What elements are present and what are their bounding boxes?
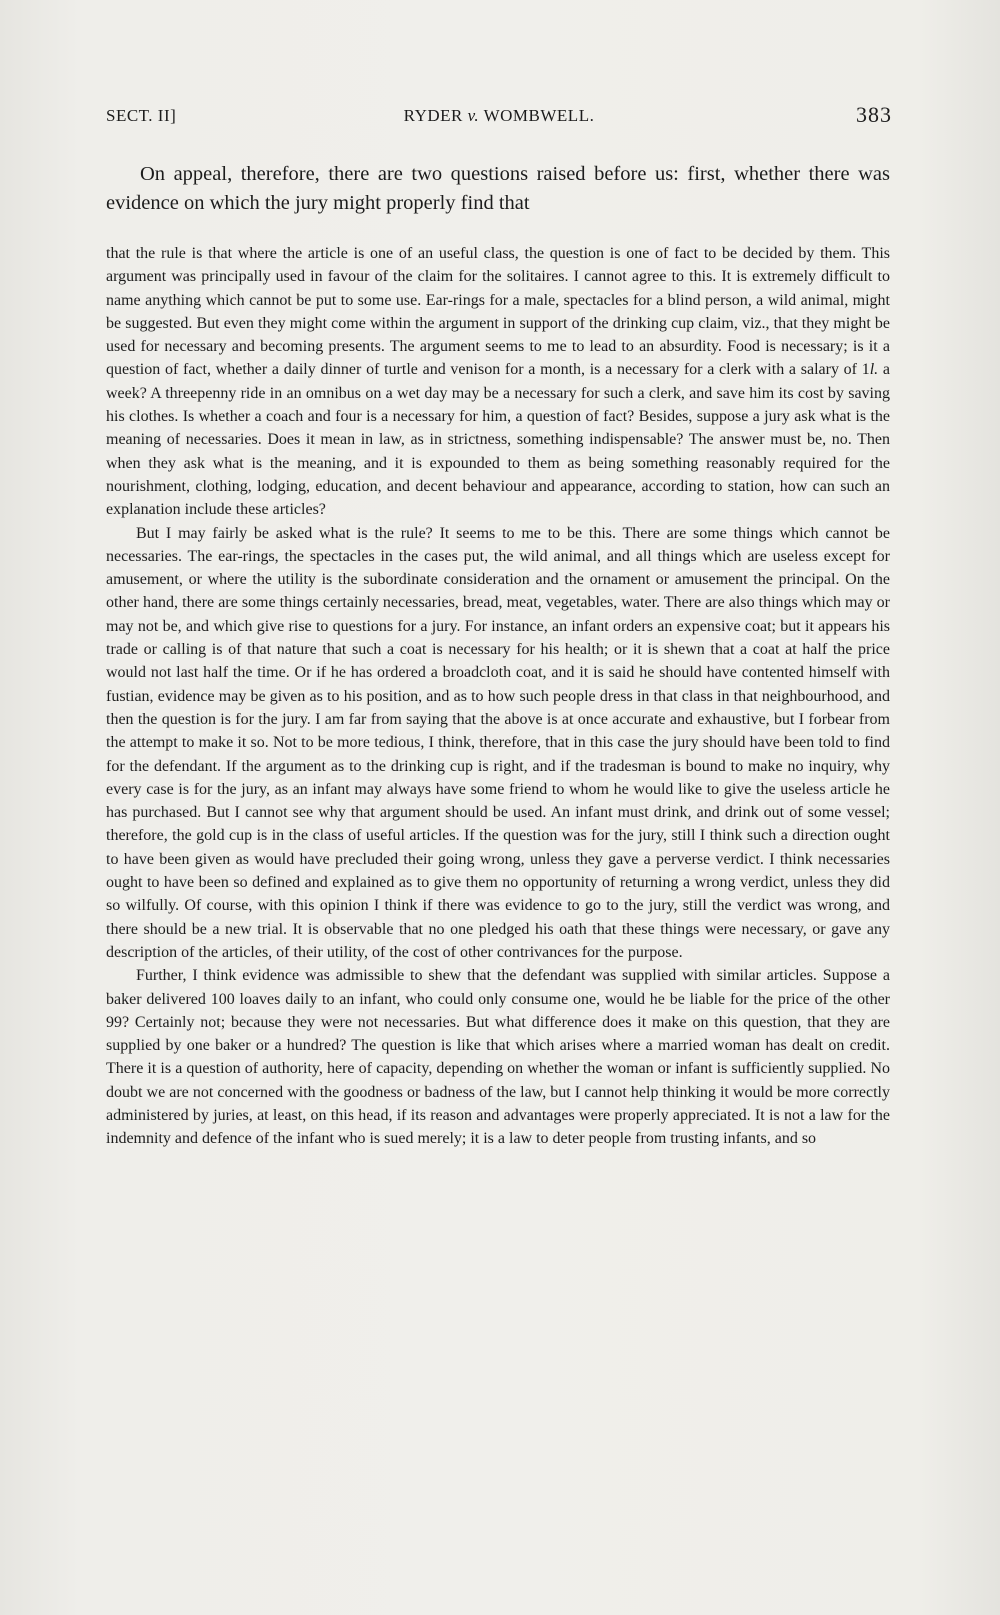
running-header xyxy=(106,102,892,132)
note-paragraph-3: Further, I think evidence was admissible to shew that the defendant was supplied with similar articles. Suppose a baker delivered 100 loaves daily to an infant, who could only consume one, would he be liable for the price of the other 99? Certainly not; because they were not necessaries. But what difference does it make on this question, that they are supplied by one baker or a hundred? The question is like that which arises where a married woman has dealt on credit. There it is a question of authority, here of capacity, depending on whether the woman or infant is sufficiently supplied. No doubt we are not concerned with the goodness or badness of the law, but I cannot help thinking it would be more correctly administered by juries, at least, on this head, if its reason and advantages were properly appreciated. It is not a law for the indemnity and defence of the infant who is sued merely; it is a law to deter people from trusting infants, and so xyxy=(106,967,890,1148)
case-name-plaintiff: RYDER xyxy=(403,106,468,125)
note-paragraph-2: But I may fairly be asked what is the rule? It seems to me to be this. There are some things which cannot be necessaries. The ear-rings, the spectacles in the cases put, the wild animal, and all things which are useless except for amusement, or where the utility is the subordinate consideration and the ornament or amusement the principal. On the other hand, there are some things certainly necessaries, bread, meat, vegetables, water. There are also things which may or may not be, and which give rise to questions for a jury. For instance, an infant orders an expensive coat; but it appears his trade or calling is of that nature that such a coat is necessary for his health; or it is shewn that a coat at half the price would not last half the time. Or if he has ordered a broadcloth coat, and it is said he should have contented himself with fustian, evidence may be given as to his position, and as to how such people dress in that class in that neighbourhood, and then the question is for the jury. I am far from saying that the above is at once accurate and exhaustive, but I forbear from the attempt to make it so. Not to be more tedious, I think, therefore, that in this case the jury should have been told to find for the defendant. If the argument as to the drinking cup is right, and if the tradesman is bound to make no inquiry, why every case is for the jury, as an infant may always have some friend to whom he would like to give the useless article he has purchased. But I cannot see why that argument should be used. An infant must drink, and drink out of some vessel; therefore, the gold cup is in the class of useful articles. If the question was for the jury, still I think such a direction ought to have been given as would have precluded their going wrong, unless they gave a perverse verdict. I think necessaries ought to have been so defined and explained as to give them no opportunity of returning a wrong verdict, unless they did so wilfully. Of course, with this opinion I think if there was evidence to go to the jury, still the verdict was wrong, and there should be a new trial. It is observable that no one pledged his oath that these things were necessary, or gave any description of the articles, of their utility, of the cost of other contrivances for the purpose. xyxy=(106,524,890,961)
note-paragraph-1-rest: a week? A threepenny ride in an omnibus on a wet day may be a necessary for such a clerk, and save him its cost by saving his clothes. Is whether a coach and four is a necessary for him, a question of fact? Besides, suppose a jury ask what is the meaning of necessaries. Does it mean in law, as in strictness, something indispensable? The answer must be, no. Then when they ask what is the meaning, and it is expounded to them as being something reasonably required for the nourishment, clothing, lodging, education, and decent behaviour and appearance, according to station, how can such an explanation include these articles? xyxy=(106,361,890,519)
section-label: SECT. II] xyxy=(106,106,177,125)
note-paragraph-1-start: that the rule is that where the article is one of an useful class, the question is one of fact to be decided by them. This argument was principally used in favour of the claim for the solitaires. I cannot agree to this. It is extremely difficult to name anything which cannot be put to some use. Ear-rings for a male, spectacles for a blind person, a wild animal, might be suggested. But even they might come within the argument in support of the drinking cup claim, viz., that they might be used for necessary and becoming presents. The argument seems to me to lead to an absurdity. Food is necessary; is it a question of fact, whether a daily dinner of turtle and venison for a month, is a necessary for a clerk with a salary of 1 xyxy=(106,245,890,379)
case-name-defendant: WOMBWELL. xyxy=(479,106,595,125)
note-paragraph-1 xyxy=(106,242,890,522)
case-name-versus: v. xyxy=(467,106,480,125)
page-number: 383 xyxy=(856,102,892,127)
body-text xyxy=(106,160,890,1151)
pound-unit: l. xyxy=(869,361,879,379)
case-title xyxy=(106,106,892,126)
footnote-text xyxy=(106,242,890,1151)
lead-paragraph: On appeal, therefore, there are two questions raised before us: first, whether there was evidence on which the jury might properly find that xyxy=(106,163,890,214)
